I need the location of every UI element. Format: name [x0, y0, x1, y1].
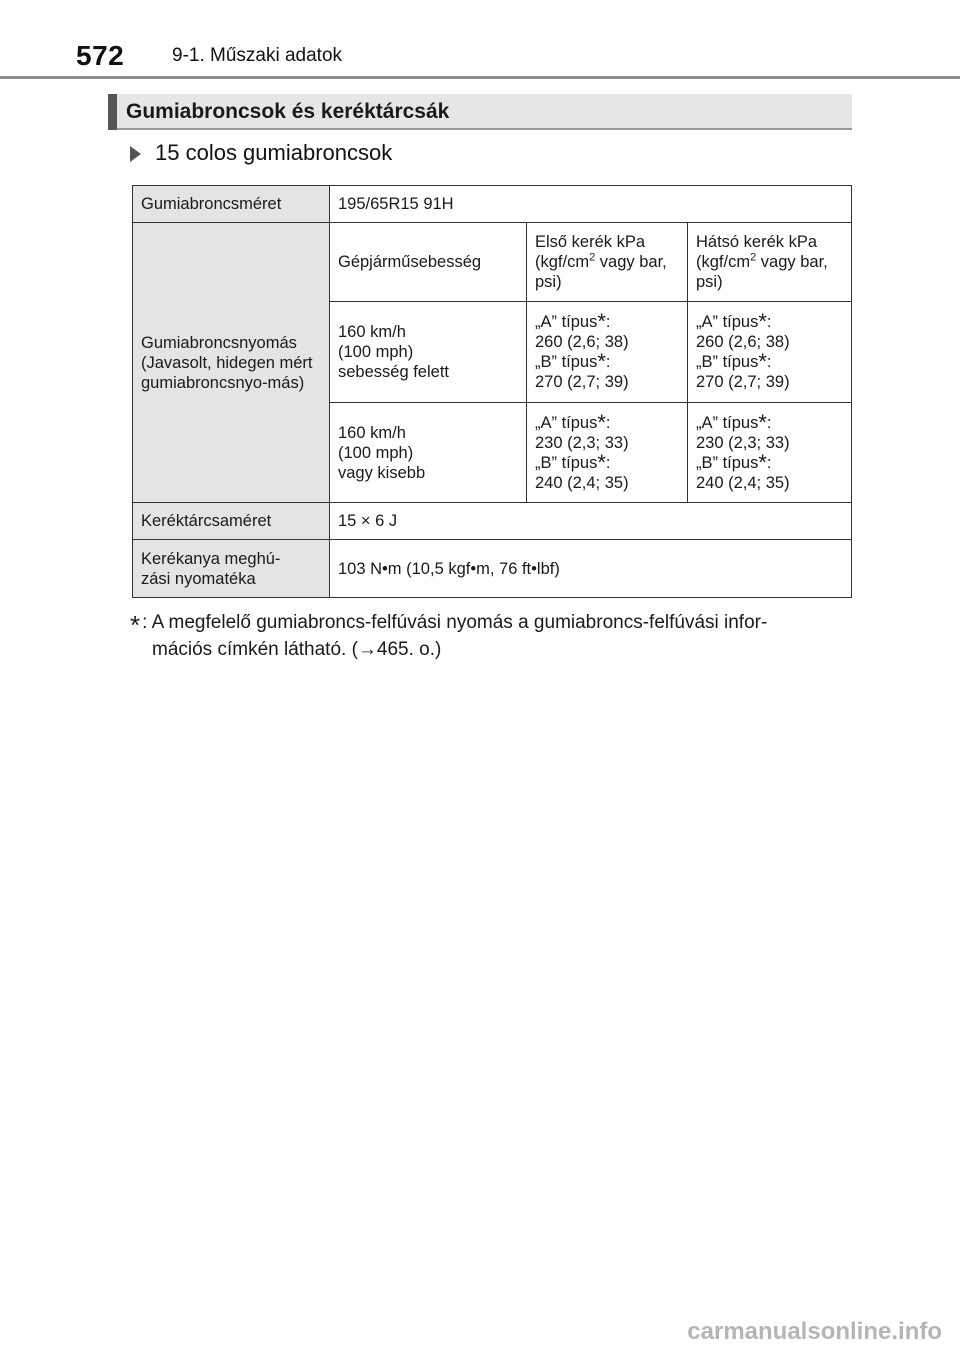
torque-label-line: Kerékanya meghú-	[141, 549, 281, 568]
spec-table	[132, 185, 852, 598]
footnote-line: mációs címkén látható. (→465. o.)	[152, 639, 442, 660]
torque-value: 103 N•m (10,5 kgf•m, 76 ft•lbf)	[330, 540, 852, 598]
type-label: „A” típus	[535, 413, 598, 432]
type-label: „B” típus	[696, 453, 759, 472]
asterisk-icon: *	[130, 610, 141, 640]
asterisk-icon: *	[758, 409, 767, 435]
col-front-tail: vagy bar, psi)	[535, 253, 667, 291]
col-front-header	[527, 223, 688, 302]
type-label: „B” típus	[535, 453, 598, 472]
pressure-value: 240 (2,4; 35)	[535, 473, 629, 492]
heading-band	[108, 94, 852, 130]
arrow-icon	[130, 146, 141, 162]
tire-size-label: Gumiabroncsméret	[133, 186, 330, 223]
footnote	[130, 606, 852, 663]
col-rear-header	[688, 223, 852, 302]
subheading	[130, 140, 392, 166]
footnote-line: : A megfelelő gumiabroncs-felfúvási nyomás a gumiabroncs-felfúvási infor-	[142, 612, 768, 633]
asterisk-icon: *	[758, 349, 767, 374]
section-header: 9-1. Műszaki adatok	[172, 45, 343, 66]
asterisk-icon: *	[758, 449, 767, 475]
type-label: „A” típus	[535, 313, 598, 331]
wheel-size-value: 15 × 6 J	[330, 503, 852, 540]
asterisk-icon: *	[597, 309, 606, 334]
speed-line: (100 mph)	[338, 343, 414, 361]
heading-accent-bar	[108, 94, 117, 130]
speed-line: sebesség felett	[338, 363, 449, 381]
col-front-sup: 2	[589, 251, 596, 264]
wheel-size-label: Keréktárcsaméret	[133, 503, 330, 540]
speed-cell	[330, 403, 527, 503]
tire-size-value: 195/65R15 91H	[330, 186, 852, 223]
pressure-value: 260 (2,6; 38)	[535, 333, 629, 351]
col-rear-tail: vagy bar, psi)	[696, 253, 828, 291]
subheading-text: 15 colos gumiabroncsok	[155, 140, 393, 165]
torque-label	[133, 540, 330, 598]
speed-cell	[330, 302, 527, 403]
pressure-value: 230 (2,3; 33)	[696, 433, 790, 452]
pressure-value: 270 (2,7; 39)	[696, 373, 790, 391]
front-pressure-cell: „A” típus*: 230 (2,3; 33) „B” típus*: 240 (2,4; 35)	[527, 403, 688, 503]
col-front-text: Első kerék kPa (kgf/cm	[535, 233, 646, 271]
speed-line: vagy kisebb	[338, 463, 426, 482]
col-rear-sup: 2	[750, 251, 757, 264]
asterisk-icon: *	[597, 449, 606, 475]
asterisk-icon: *	[597, 349, 606, 374]
speed-line: 160 km/h	[338, 423, 406, 442]
speed-line: (100 mph)	[338, 443, 414, 462]
section-title: Gumiabroncsok és keréktárcsák	[126, 100, 450, 123]
table-row	[133, 223, 852, 302]
torque-label-line: zási nyomatéka	[141, 569, 256, 588]
page-number: 572	[76, 40, 125, 71]
pressure-label: Gumiabroncsnyomás (Javasolt, hidegen mért gumiabroncsnyo-más)	[133, 223, 330, 503]
pressure-value: 240 (2,4; 35)	[696, 473, 790, 492]
rear-pressure-cell: „A” típus*: 230 (2,3; 33) „B” típus*: 240 (2,4; 35)	[688, 403, 852, 503]
rear-pressure-cell: „A” típus*: 260 (2,6; 38) „B” típus*: 270 (2,7; 39)	[688, 302, 852, 403]
type-label: „A” típus	[696, 313, 759, 331]
table-row	[133, 540, 852, 598]
col-rear-text: Hátsó kerék kPa (kgf/cm	[696, 233, 818, 271]
asterisk-icon: *	[597, 409, 606, 435]
watermark: carmanualsonline.info	[687, 1318, 942, 1345]
top-rule	[0, 76, 960, 79]
pressure-value: 260 (2,6; 38)	[696, 333, 790, 351]
speed-line: 160 km/h	[338, 323, 406, 341]
col-speed-header: Gépjárműsebesség	[330, 223, 527, 302]
pressure-value: 230 (2,3; 33)	[535, 433, 629, 452]
type-label: „A” típus	[696, 413, 759, 432]
asterisk-icon: *	[758, 309, 767, 334]
pressure-value: 270 (2,7; 39)	[535, 373, 629, 391]
table-row	[133, 186, 852, 223]
table-row	[133, 503, 852, 540]
type-label: „B” típus	[535, 353, 598, 371]
type-label: „B” típus	[696, 353, 759, 371]
front-pressure-cell: „A” típus*: 260 (2,6; 38) „B” típus*: 270 (2,7; 39)	[527, 302, 688, 403]
